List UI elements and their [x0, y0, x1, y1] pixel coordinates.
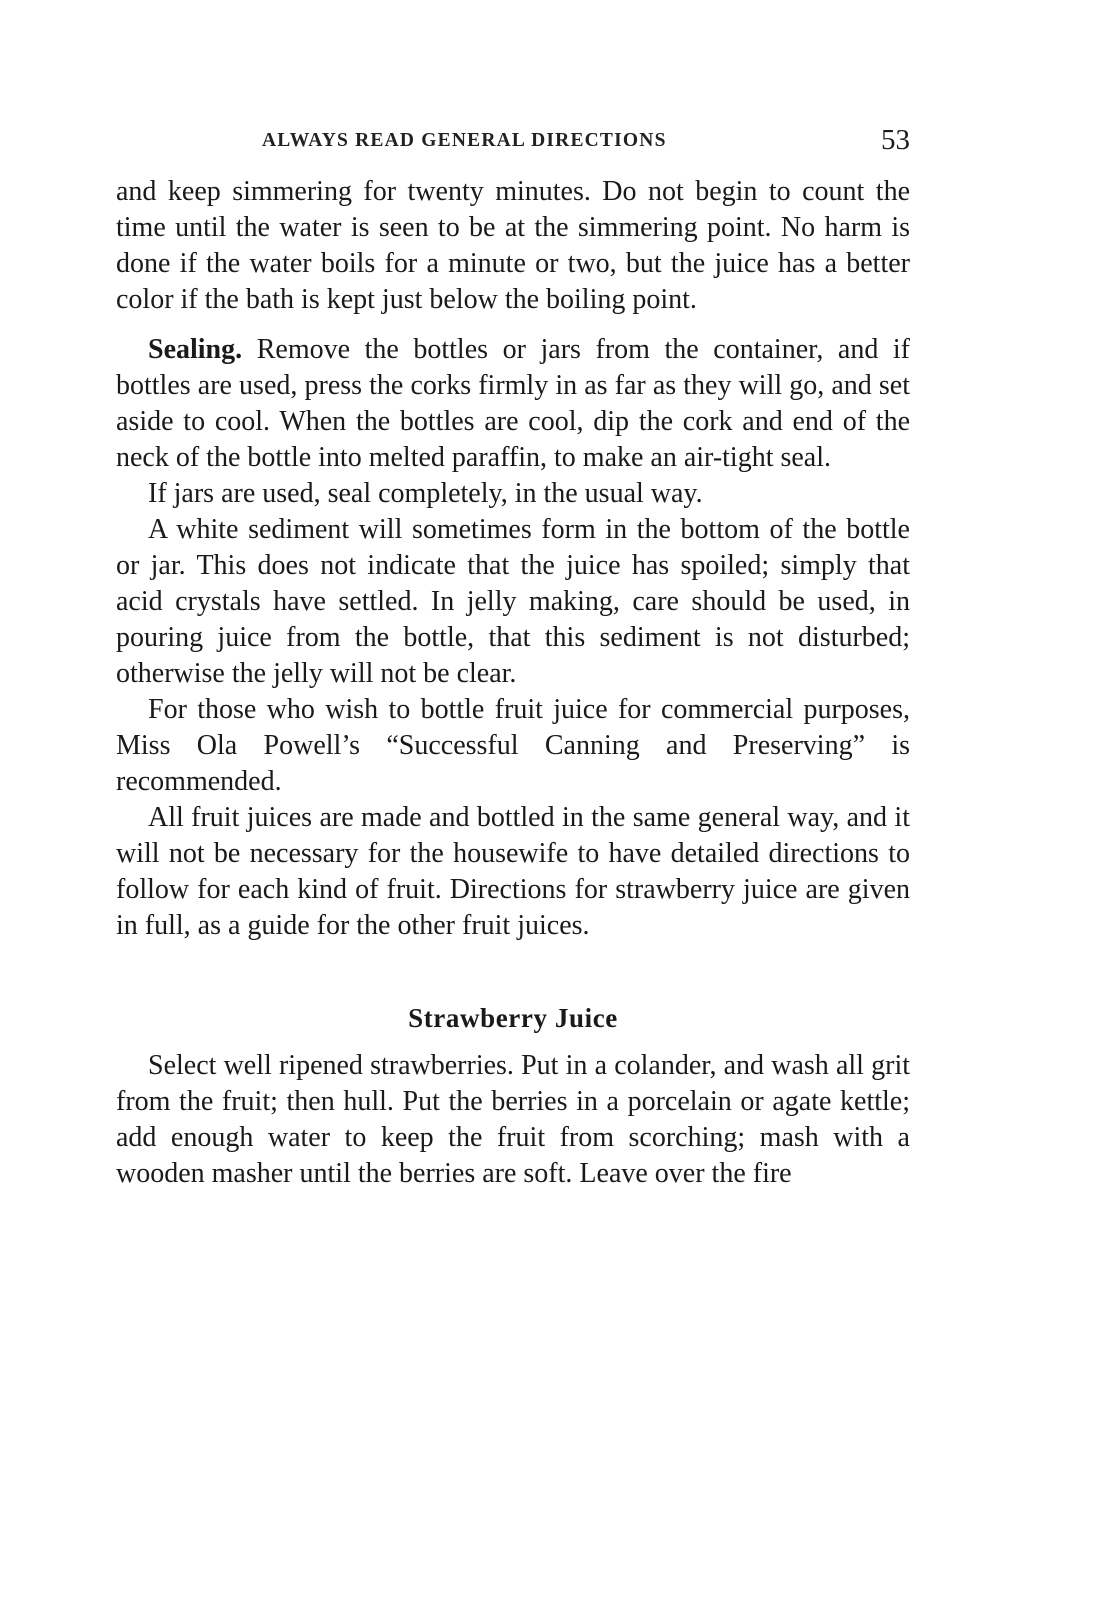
sealing-run-in-heading: Sealing.	[148, 334, 243, 365]
sealing-text: Remove the bottles or jars from the container, and if bottles are used, press the corks firmly in as far as they will go, and set aside to cool. When the bottles are cool, dip the cork and end of the neck of the bottle into melted paraffin, to make an air-tight seal.	[116, 334, 910, 473]
paragraph-sediment: A white sediment will sometimes form in the bottom of the bottle or jar. This does not indicate that the juice has spoiled; simply that acid crystals have settled. In jelly making, care should be used, in pouring juice from the bottle, that this sediment is not disturbed; otherwise the jelly will not be clear.	[116, 514, 910, 689]
book-page	[116, 124, 910, 1192]
page-number: 53	[881, 124, 910, 156]
paragraph-simmering: and keep simmering for twenty minutes. Do not begin to count the time until the water is seen to be at the simmering point. No harm is done if the water boils for a minute or two, but the juice has a better color if the bath is kept just below the boiling point.	[116, 176, 910, 315]
paragraph-sealing	[116, 332, 910, 476]
running-head	[116, 124, 910, 164]
paragraph-strawberry-directions: Select well ripened strawberries. Put in a colander, and wash all grit from the fruit; then hull. Put the berries in a porcelain or agate kettle; add enough water to keep the fruit from scorching; mash with a wooden masher until the berries are soft. Leave over the fire	[116, 1050, 910, 1189]
paragraph-commercial: For those who wish to bottle fruit juice for commercial purposes, Miss Ola Powell’s “Successful Canning and Preserving” is recommended.	[116, 694, 910, 797]
section-heading-strawberry-juice: Strawberry Juice	[408, 1003, 618, 1033]
paragraph-jars: If jars are used, seal completely, in the usual way.	[148, 478, 703, 509]
body-text	[116, 174, 910, 1192]
paragraph-general-way: All fruit juices are made and bottled in the same general way, and it will not be necessary for the housewife to have detailed directions to follow for each kind of fruit. Directions for strawberry juice are given in full, as a guide for the other fruit juices.	[116, 802, 910, 941]
running-title: ALWAYS READ GENERAL DIRECTIONS	[262, 130, 667, 151]
